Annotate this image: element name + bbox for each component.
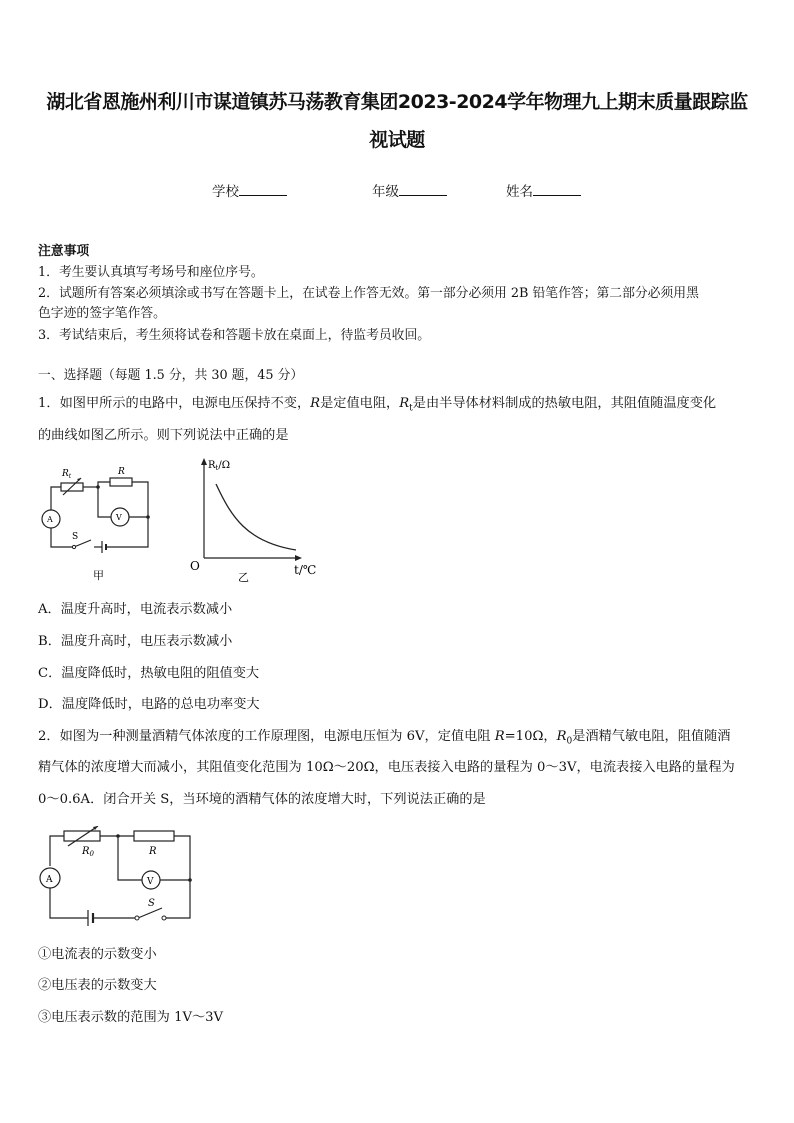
switch-label: S	[148, 898, 155, 909]
notes-heading: 注意事项	[38, 244, 90, 259]
q2-circuit-figure	[36, 826, 200, 934]
figure-caption-yi: 乙	[238, 571, 249, 584]
rt-label: $R_t$	[62, 469, 72, 480]
grade-label: 年级	[372, 184, 399, 200]
name-label: 姓名	[506, 184, 533, 200]
q1-option-a[interactable]: A．温度升高时，电流表示数减小	[38, 602, 233, 617]
q2-stem-line3: 0～0.6A．闭合开关 S，当环境的酒精气体的浓度增大时，下列说法正确的是	[38, 792, 486, 807]
ammeter-label: A	[46, 875, 53, 885]
r0-label: $R_0$	[82, 846, 94, 858]
voltmeter-label: V	[147, 877, 154, 887]
q1-option-c[interactable]: C．温度降低时，热敏电阻的阻值变大	[38, 666, 260, 681]
q1-rt-curve-figure	[186, 454, 326, 586]
name-blank[interactable]	[533, 182, 581, 196]
q1-option-d[interactable]: D．温度降低时，电路的总电功率变大	[38, 697, 260, 712]
school-field[interactable]	[212, 180, 287, 200]
note-item: 2．试题所有答案必须填涂或书写在答题卡上，在试卷上作答无效。第一部分必须用 2B 铅笔作答；第二部分必须用黑	[38, 286, 699, 301]
y-axis-label: $R_t/\Omega$	[208, 460, 231, 472]
note-item: 3．考试结束后，考生须将试卷和答题卡放在桌面上，待监考员收回。	[38, 328, 431, 343]
x-axis-label: t/℃	[294, 563, 317, 577]
origin-label: O	[190, 559, 200, 573]
school-label: 学校	[212, 184, 239, 200]
grade-field[interactable]	[372, 180, 447, 200]
q1-stem-line2: 的曲线如图乙所示。则下列说法中正确的是	[38, 428, 289, 443]
q1-circuit-figure	[36, 462, 160, 584]
note-item: 1．考生要认真填写考场号和座位序号。	[38, 265, 264, 280]
q1-stem-line1: 1．如图甲所示的电路中，电源电压保持不变，R是定值电阻，$R_t$是由半导体材料制成的热敏电阻，其阻值随温度变化	[38, 396, 717, 414]
exam-title-line1: 湖北省恩施州利川市谋道镇苏马荡教育集团2023-2024学年物理九上期末质量跟踪监	[46, 91, 748, 113]
section-heading: 一、选择题（每题 1.5 分，共 30 题，45 分）	[38, 368, 304, 383]
q2-statement-3: ③电压表示数的范围为 1V～3V	[38, 1010, 224, 1025]
r-label: R	[118, 467, 125, 477]
r-label: R	[149, 846, 157, 857]
q2-stem-line2: 精气体的浓度增大而减小，其阻值变化范围为 10Ω～20Ω，电压表接入电路的量程为 0～3V，电流表接入电路的量程为	[38, 760, 735, 775]
q2-stem-line1: 2．如图为一种测量酒精气体浓度的工作原理图，电源电压恒为 6V，定值电阻 R=10Ω，$R_0$是酒精气敏电阻，阻值随酒	[38, 729, 731, 747]
q2-statement-1: ①电流表的示数变小	[38, 947, 157, 962]
switch-label: S	[72, 532, 79, 542]
school-blank[interactable]	[239, 182, 287, 196]
name-field[interactable]	[506, 180, 581, 200]
q2-statement-2: ②电压表的示数变大	[38, 978, 157, 993]
q1-option-b[interactable]: B．温度升高时，电压表示数减小	[38, 634, 233, 649]
voltmeter-label: V	[116, 513, 122, 522]
rt-curve	[216, 484, 296, 550]
exam-title-line2: 视试题	[369, 129, 425, 151]
figure-caption-jia: 甲	[93, 569, 104, 582]
resistor-symbol	[134, 831, 174, 841]
ammeter-label: A	[47, 515, 53, 524]
grade-blank[interactable]	[399, 182, 447, 196]
note-item: 色字迹的签字笔作答。	[38, 306, 166, 321]
resistor-symbol	[110, 478, 132, 486]
